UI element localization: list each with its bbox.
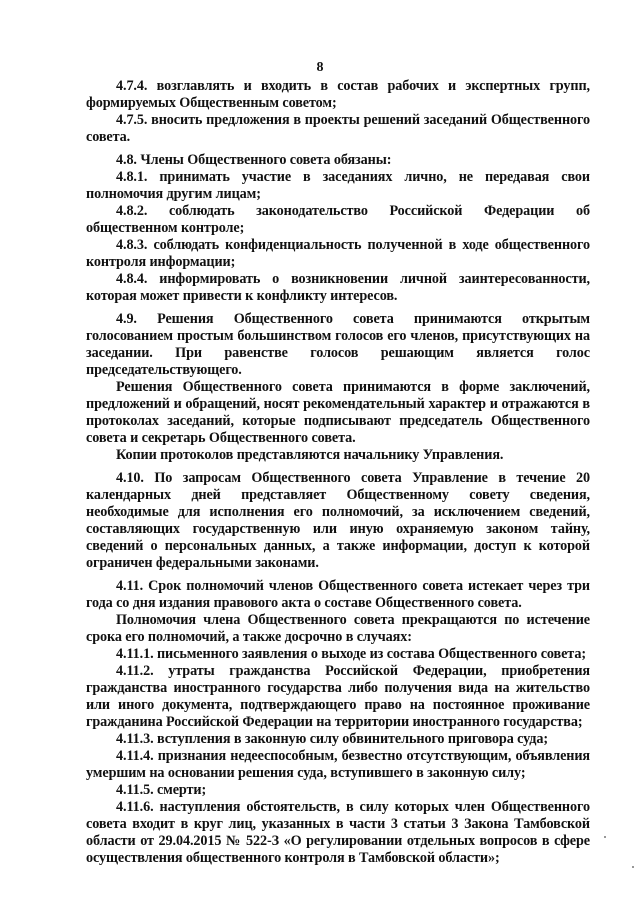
paragraph-decisions-form: Решения Общественного совета принимаются в форме заключений, предложений и обращений, носят рекомендательный характер и отражаются в протоколах заседаний, которые подписывают председатель Общественного совета и секретарь Общественного совета. — [86, 379, 590, 446]
paragraph-4-10: 4.10. По запросам Общественного совета Управление в течение 20 календарных дней представляет Общественному совету сведения, необходимые для исполнения его полномочий, за исключением сведений, составляющих государственную или иную охраняемую законом тайну, сведений о персональных данных, а также информации, доступ к которой ограничен федеральными законами. — [86, 470, 590, 571]
paragraph-4-11: 4.11. Срок полномочий членов Общественного совета истекает через три года со дня издания правового акта о составе Общественного совета. — [86, 578, 590, 611]
paragraph-4-8-4: 4.8.4. информировать о возникновении личной заинтересованности, которая может привести к конфликту интересов. — [86, 271, 590, 304]
paragraph-4-11-6: 4.11.6. наступления обстоятельств, в силу которых член Общественного совета входит в круг лиц, указанных в части 3 статьи 3 Закона Тамбовской области от 29.04.2015 № 522-З «О регулировании отдельных вопросов в сфере осуществления общественного контроля в Тамбовской области»; — [86, 799, 590, 866]
paragraph-4-11-1: 4.11.1. письменного заявления о выходе из состава Общественного совета; — [116, 646, 586, 662]
paragraph-4-11-4: 4.11.4. признания недееспособным, безвестно отсутствующим, объявления умершим на основании решения суда, вступившего в законную силу; — [86, 748, 590, 781]
paragraph-4-11-5: 4.11.5. смерти; — [116, 782, 207, 798]
paragraph-4-8-3: 4.8.3. соблюдать конфиденциальность полученной в ходе общественного контроля информации; — [86, 237, 590, 270]
paragraph-4-7-4: 4.7.4. возглавлять и входить в состав рабочих и экспертных групп, формируемых Общественным советом; — [86, 78, 590, 111]
paragraph-protocol-copies: Копии протоколов представляются начальнику Управления. — [116, 447, 504, 463]
document-body — [86, 78, 590, 867]
paragraph-4-11-2: 4.11.2. утраты гражданства Российской Федерации, приобретения гражданства иностранного государства либо получения вида на жительство или иного документа, подтверждающего право на постоянное проживание гражданина Российской Федерации на территории иностранного государства; — [86, 663, 590, 730]
scan-speck — [604, 836, 606, 838]
paragraph-4-8-1: 4.8.1. принимать участие в заседаниях лично, не передавая свои полномочия другим лицам; — [86, 169, 590, 202]
paragraph-4-9: 4.9. Решения Общественного совета принимаются открытым голосованием простым большинством голосов его членов, присутствующих на заседании. При равенстве голосов решающим является голос председательствующего. — [86, 311, 590, 378]
paragraph-4-8: 4.8. Члены Общественного совета обязаны: — [116, 152, 392, 168]
page-number: 8 — [316, 60, 324, 75]
paragraph-4-7-5: 4.7.5. вносить предложения в проекты решений заседаний Общественного совета. — [86, 112, 590, 145]
paragraph-4-8-2: 4.8.2. соблюдать законодательство Российской Федерации об общественном контроле; — [86, 203, 590, 236]
paragraph-4-11-3: 4.11.3. вступления в законную силу обвинительного приговора суда; — [116, 731, 548, 747]
scan-speck — [632, 866, 634, 868]
paragraph-termination: Полномочия члена Общественного совета прекращаются по истечение срока его полномочий, а также досрочно в случаях: — [86, 612, 590, 645]
